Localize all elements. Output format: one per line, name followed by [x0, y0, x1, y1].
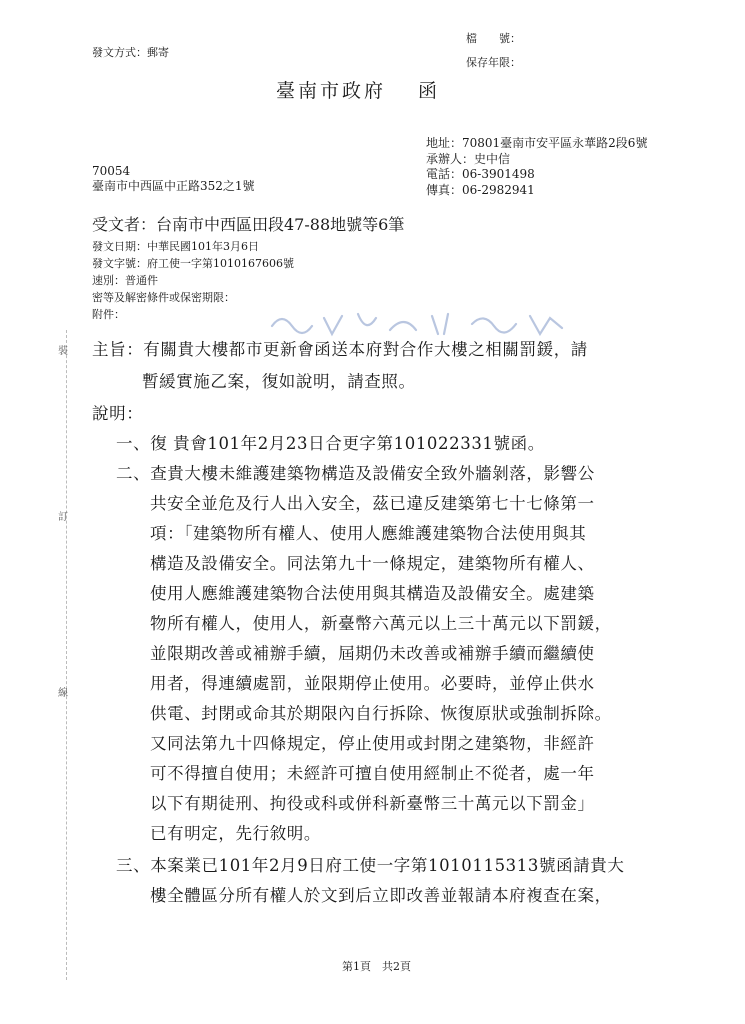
- item-2-line: 供電、封閉或命其於期限內自行拆除、恢復原狀或強制拆除。: [150, 704, 612, 723]
- street-address: 臺南市中西區中正路352之1號: [92, 179, 255, 193]
- item-2-line: 使用人應維護建築物合法使用與其構造及設備安全。處建築: [150, 584, 595, 603]
- subject-line-2: 暫緩實施乙案，復如說明，請查照。: [142, 372, 416, 391]
- item-2-line: 已有明定，先行敘明。: [150, 824, 321, 843]
- secrecy-level: 密等及解密條件或保密期限：: [92, 291, 235, 304]
- delivery-speed: 速別：普通件: [92, 274, 158, 287]
- recipient-address-block: [92, 164, 255, 194]
- issue-date: 發文日期：中華民國101年3月6日: [92, 240, 259, 253]
- sender-contact-block: [426, 136, 647, 198]
- item-2-line: 構造及設備安全。同法第九十一條規定，建築物所有權人、: [150, 554, 595, 573]
- item-2-line: 共安全並危及行人出入安全，茲已違反建築第七十七條第一: [150, 494, 595, 513]
- item-2-line: 項：「建築物所有權人、使用人應維護建築物合法使用與其: [150, 524, 587, 543]
- margin-mark-xian: 線: [58, 688, 68, 699]
- retention-period-label: 保存年限：: [466, 56, 521, 69]
- item-2-line: 用者，得連續處罰，並限期停止使用。必要時，並停止供水: [150, 674, 595, 693]
- recipient: 受文者：台南市中西區田段47-88地號等6筆: [92, 215, 405, 234]
- margin-mark-ding: 訂: [58, 512, 68, 523]
- agency-name: 臺南市政府: [276, 80, 387, 102]
- subject-line-1: 主旨：有關貴大樓都市更新會函送本府對合作大樓之相關罰鍰，請: [92, 340, 588, 359]
- postal-code: 70054: [92, 164, 131, 178]
- binding-line: [66, 330, 67, 980]
- sender-address: 地址：70801臺南市安平區永華路2段6號: [426, 136, 648, 150]
- document-type: 函: [418, 80, 441, 102]
- item-1: 一、復 貴會101年2月23日合更字第101022331號函。: [116, 434, 545, 453]
- item-2-line: 可不得擅自使用；未經許可擅自使用經制止不從者，處一年: [150, 764, 595, 783]
- sender-phone: 電話：06-3901498: [426, 167, 535, 181]
- margin-mark-zhuang: 裝: [58, 346, 68, 357]
- document-title: [276, 76, 440, 103]
- file-number-label: 檔 號：: [466, 32, 521, 45]
- explanation-label: 說明：: [92, 404, 144, 423]
- send-method: 發文方式：郵寄: [92, 46, 169, 59]
- item-2-line: 又同法第九十四條規定，停止使用或封閉之建築物，非經許: [150, 734, 595, 753]
- item-2-line: 二、查貴大樓未維護建築物構造及設備安全致外牆剝落，影響公: [116, 464, 595, 483]
- document-number: 發文字號：府工使一字第1010167606號: [92, 257, 294, 270]
- item-3-line: 樓全體區分所有權人於文到后立即改善並報請本府複查在案，: [150, 886, 612, 905]
- attachment: 附件：: [92, 308, 125, 321]
- item-2-line: 以下有期徒刑、拘役或科或併科新臺幣三十萬元以下罰金」: [150, 794, 595, 813]
- sender-fax: 傳真：06-2982941: [426, 182, 535, 197]
- item-2-line: 並限期改善或補辦手續，屆期仍未改善或補辦手續而繼續使: [150, 644, 595, 663]
- page-indicator: 第1頁 共2頁: [342, 960, 411, 973]
- item-2-line: 物所有權人，使用人，新臺幣六萬元以上三十萬元以下罰鍰，: [150, 614, 612, 633]
- handler-name: 承辦人：史中信: [426, 151, 511, 166]
- item-3-line: 三、本案業已101年2月9日府工使一字第1010115313號函請貴大: [116, 856, 625, 875]
